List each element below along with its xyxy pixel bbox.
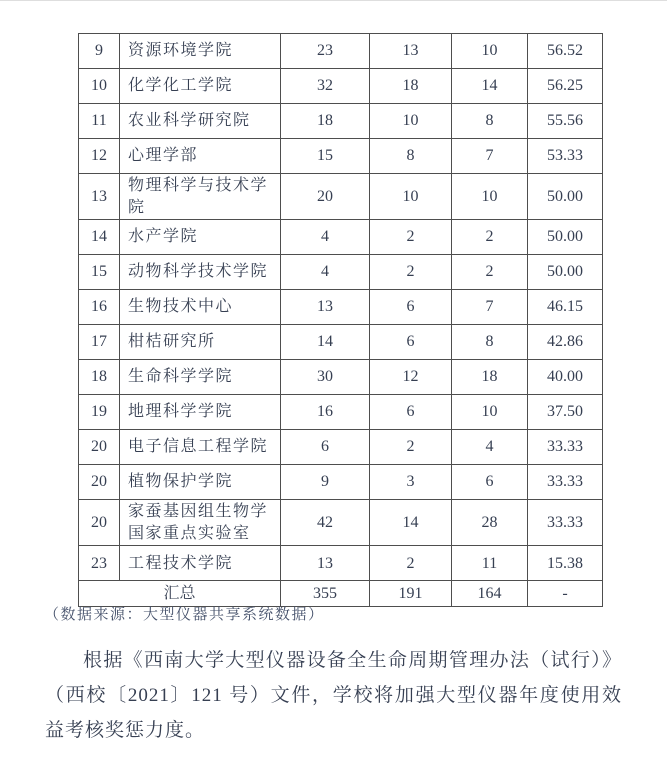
table-row (79, 546, 603, 581)
rate-percent-cell: 55.56 (528, 104, 603, 139)
rate-percent-cell: 37.50 (528, 395, 603, 430)
table-row (79, 395, 603, 430)
rank-cell: 20 (79, 465, 120, 500)
unqualified-count-cell: 8 (452, 104, 528, 139)
rank-cell: 19 (79, 395, 120, 430)
total-instruments-cell: 14 (281, 325, 370, 360)
unqualified-count-cell: 2 (452, 220, 528, 255)
rank-cell: 15 (79, 255, 120, 290)
total-instruments-cell: 23 (281, 34, 370, 69)
unqualified-count-cell: 4 (452, 430, 528, 465)
table-row (79, 290, 603, 325)
rank-cell: 11 (79, 104, 120, 139)
qualified-count-cell: 6 (370, 290, 452, 325)
unqualified-count-cell: 2 (452, 255, 528, 290)
unqualified-count-cell: 6 (452, 465, 528, 500)
unqualified-count-cell: 7 (452, 290, 528, 325)
total-instruments-cell: 4 (281, 255, 370, 290)
total-instruments-cell: 20 (281, 174, 370, 220)
rate-percent-cell: 33.33 (528, 465, 603, 500)
rank-cell: 16 (79, 290, 120, 325)
qualified-count-cell: 13 (370, 34, 452, 69)
unqualified-count-cell: 10 (452, 34, 528, 69)
rank-cell: 9 (79, 34, 120, 69)
unqualified-count-cell: 8 (452, 325, 528, 360)
unit-name-cell: 生物技术中心 (120, 290, 281, 325)
qualified-count-cell: 10 (370, 174, 452, 220)
rank-cell: 20 (79, 500, 120, 546)
table-row (79, 104, 603, 139)
table-row (79, 465, 603, 500)
total-instruments-cell: 4 (281, 220, 370, 255)
qualified-count-cell: 6 (370, 395, 452, 430)
table-body (79, 34, 603, 607)
total-instruments-cell: 18 (281, 104, 370, 139)
table-row (79, 139, 603, 174)
table-row (79, 430, 603, 465)
total-instruments-cell: 9 (281, 465, 370, 500)
table-row (79, 69, 603, 104)
qualified-count-cell: 8 (370, 139, 452, 174)
rate-percent-cell: 56.25 (528, 69, 603, 104)
unit-name-cell: 动物科学技术学院 (120, 255, 281, 290)
qualified-count-cell: 10 (370, 104, 452, 139)
table-row (79, 174, 603, 220)
summary-unqualified-cell: 164 (452, 581, 528, 607)
table-row (79, 500, 603, 546)
unit-name-cell: 植物保护学院 (120, 465, 281, 500)
rate-percent-cell: 53.33 (528, 139, 603, 174)
unit-name-cell: 农业科学研究院 (120, 104, 281, 139)
unqualified-count-cell: 10 (452, 174, 528, 220)
rate-percent-cell: 42.86 (528, 325, 603, 360)
rank-cell: 23 (79, 546, 120, 581)
table-row (79, 360, 603, 395)
rate-percent-cell: 46.15 (528, 290, 603, 325)
unqualified-count-cell: 18 (452, 360, 528, 395)
summary-rate-cell: - (528, 581, 603, 607)
rate-percent-cell: 40.00 (528, 360, 603, 395)
rank-cell: 18 (79, 360, 120, 395)
unqualified-count-cell: 10 (452, 395, 528, 430)
unit-name-cell: 水产学院 (120, 220, 281, 255)
instrument-usage-table (78, 33, 603, 607)
qualified-count-cell: 2 (370, 220, 452, 255)
unit-name-cell: 物理科学与技术学院 (120, 174, 281, 220)
total-instruments-cell: 15 (281, 139, 370, 174)
qualified-count-cell: 6 (370, 325, 452, 360)
unit-name-cell: 化学化工学院 (120, 69, 281, 104)
qualified-count-cell: 2 (370, 430, 452, 465)
rank-cell: 20 (79, 430, 120, 465)
total-instruments-cell: 6 (281, 430, 370, 465)
summary-qualified-cell: 191 (370, 581, 452, 607)
qualified-count-cell: 3 (370, 465, 452, 500)
unit-name-cell: 家蚕基因组生物学国家重点实验室 (120, 500, 281, 546)
unqualified-count-cell: 14 (452, 69, 528, 104)
unit-name-cell: 生命科学学院 (120, 360, 281, 395)
unit-name-cell: 柑桔研究所 (120, 325, 281, 360)
summary-total-cell: 355 (281, 581, 370, 607)
unqualified-count-cell: 11 (452, 546, 528, 581)
summary-label-cell: 汇总 (79, 581, 281, 607)
rank-cell: 14 (79, 220, 120, 255)
qualified-count-cell: 14 (370, 500, 452, 546)
rank-cell: 12 (79, 139, 120, 174)
total-instruments-cell: 30 (281, 360, 370, 395)
body-paragraph: 根据《西南大学大型仪器设备全生命周期管理办法（试行）》（西校〔2021〕121 号）文件，学校将加强大型仪器年度使用效益考核奖惩力度。 (45, 650, 622, 741)
rate-percent-cell: 33.33 (528, 430, 603, 465)
total-instruments-cell: 32 (281, 69, 370, 104)
rank-cell: 13 (79, 174, 120, 220)
table-row (79, 34, 603, 69)
data-source-note: （数据来源：大型仪器共享系统数据） (44, 607, 325, 623)
unit-name-cell: 工程技术学院 (120, 546, 281, 581)
table-row (79, 325, 603, 360)
rate-percent-cell: 50.00 (528, 255, 603, 290)
unit-name-cell: 心理学部 (120, 139, 281, 174)
rate-percent-cell: 33.33 (528, 500, 603, 546)
unit-name-cell: 地理科学学院 (120, 395, 281, 430)
rate-percent-cell: 56.52 (528, 34, 603, 69)
table-row (79, 255, 603, 290)
table-row (79, 220, 603, 255)
rank-cell: 17 (79, 325, 120, 360)
qualified-count-cell: 18 (370, 69, 452, 104)
unqualified-count-cell: 7 (452, 139, 528, 174)
total-instruments-cell: 13 (281, 290, 370, 325)
unit-name-cell: 电子信息工程学院 (120, 430, 281, 465)
qualified-count-cell: 2 (370, 546, 452, 581)
unit-name-cell: 资源环境学院 (120, 34, 281, 69)
page-top-divider (0, 0, 667, 1)
rate-percent-cell: 15.38 (528, 546, 603, 581)
unqualified-count-cell: 28 (452, 500, 528, 546)
rank-cell: 10 (79, 69, 120, 104)
total-instruments-cell: 13 (281, 546, 370, 581)
total-instruments-cell: 42 (281, 500, 370, 546)
qualified-count-cell: 12 (370, 360, 452, 395)
total-instruments-cell: 16 (281, 395, 370, 430)
qualified-count-cell: 2 (370, 255, 452, 290)
rate-percent-cell: 50.00 (528, 220, 603, 255)
rate-percent-cell: 50.00 (528, 174, 603, 220)
